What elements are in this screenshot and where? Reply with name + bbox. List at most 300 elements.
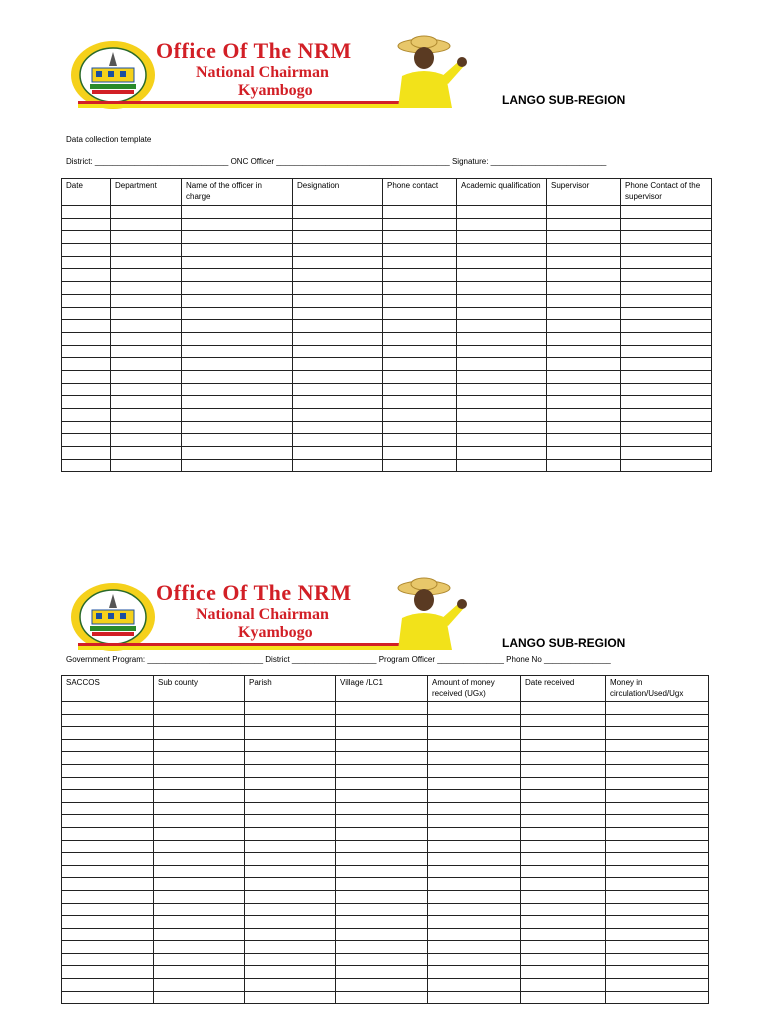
empty-cell[interactable] bbox=[457, 218, 547, 231]
empty-cell[interactable] bbox=[428, 903, 521, 916]
empty-cell[interactable] bbox=[521, 916, 606, 929]
empty-cell[interactable] bbox=[245, 853, 336, 866]
empty-cell[interactable] bbox=[621, 282, 712, 295]
empty-cell[interactable] bbox=[428, 815, 521, 828]
empty-cell[interactable] bbox=[182, 256, 293, 269]
empty-cell[interactable] bbox=[154, 979, 245, 992]
empty-cell[interactable] bbox=[606, 840, 709, 853]
empty-cell[interactable] bbox=[457, 332, 547, 345]
empty-cell[interactable] bbox=[62, 815, 154, 828]
empty-cell[interactable] bbox=[383, 332, 457, 345]
empty-cell[interactable] bbox=[182, 370, 293, 383]
empty-cell[interactable] bbox=[621, 269, 712, 282]
empty-cell[interactable] bbox=[245, 916, 336, 929]
empty-cell[interactable] bbox=[521, 903, 606, 916]
empty-cell[interactable] bbox=[547, 231, 621, 244]
empty-cell[interactable] bbox=[383, 256, 457, 269]
empty-cell[interactable] bbox=[336, 802, 428, 815]
empty-cell[interactable] bbox=[621, 383, 712, 396]
empty-cell[interactable] bbox=[521, 727, 606, 740]
empty-cell[interactable] bbox=[182, 459, 293, 472]
empty-cell[interactable] bbox=[606, 941, 709, 954]
empty-cell[interactable] bbox=[547, 409, 621, 422]
empty-cell[interactable] bbox=[521, 702, 606, 715]
empty-cell[interactable] bbox=[336, 827, 428, 840]
empty-cell[interactable] bbox=[62, 928, 154, 941]
empty-cell[interactable] bbox=[428, 840, 521, 853]
empty-cell[interactable] bbox=[428, 941, 521, 954]
empty-cell[interactable] bbox=[154, 815, 245, 828]
empty-cell[interactable] bbox=[621, 345, 712, 358]
empty-cell[interactable] bbox=[606, 878, 709, 891]
empty-cell[interactable] bbox=[457, 421, 547, 434]
empty-cell[interactable] bbox=[182, 383, 293, 396]
empty-cell[interactable] bbox=[62, 890, 154, 903]
empty-cell[interactable] bbox=[245, 827, 336, 840]
empty-cell[interactable] bbox=[606, 928, 709, 941]
empty-cell[interactable] bbox=[154, 802, 245, 815]
empty-cell[interactable] bbox=[336, 941, 428, 954]
empty-cell[interactable] bbox=[383, 231, 457, 244]
empty-cell[interactable] bbox=[606, 777, 709, 790]
empty-cell[interactable] bbox=[293, 434, 383, 447]
empty-cell[interactable] bbox=[182, 434, 293, 447]
empty-cell[interactable] bbox=[457, 447, 547, 460]
empty-cell[interactable] bbox=[606, 727, 709, 740]
empty-cell[interactable] bbox=[621, 434, 712, 447]
empty-cell[interactable] bbox=[293, 358, 383, 371]
empty-cell[interactable] bbox=[154, 764, 245, 777]
empty-cell[interactable] bbox=[606, 865, 709, 878]
empty-cell[interactable] bbox=[457, 409, 547, 422]
empty-cell[interactable] bbox=[547, 459, 621, 472]
empty-cell[interactable] bbox=[457, 206, 547, 219]
empty-cell[interactable] bbox=[245, 790, 336, 803]
empty-cell[interactable] bbox=[154, 953, 245, 966]
empty-cell[interactable] bbox=[182, 345, 293, 358]
empty-cell[interactable] bbox=[521, 827, 606, 840]
empty-cell[interactable] bbox=[521, 953, 606, 966]
empty-cell[interactable] bbox=[383, 434, 457, 447]
empty-cell[interactable] bbox=[293, 396, 383, 409]
empty-cell[interactable] bbox=[521, 991, 606, 1004]
empty-cell[interactable] bbox=[428, 727, 521, 740]
empty-cell[interactable] bbox=[182, 358, 293, 371]
empty-cell[interactable] bbox=[62, 941, 154, 954]
empty-cell[interactable] bbox=[383, 282, 457, 295]
empty-cell[interactable] bbox=[62, 840, 154, 853]
empty-cell[interactable] bbox=[621, 421, 712, 434]
empty-cell[interactable] bbox=[111, 256, 182, 269]
empty-cell[interactable] bbox=[182, 282, 293, 295]
empty-cell[interactable] bbox=[182, 409, 293, 422]
empty-cell[interactable] bbox=[245, 815, 336, 828]
empty-cell[interactable] bbox=[154, 903, 245, 916]
empty-cell[interactable] bbox=[547, 282, 621, 295]
empty-cell[interactable] bbox=[111, 459, 182, 472]
empty-cell[interactable] bbox=[547, 358, 621, 371]
empty-cell[interactable] bbox=[111, 396, 182, 409]
empty-cell[interactable] bbox=[383, 307, 457, 320]
empty-cell[interactable] bbox=[547, 396, 621, 409]
empty-cell[interactable] bbox=[428, 802, 521, 815]
empty-cell[interactable] bbox=[293, 231, 383, 244]
empty-cell[interactable] bbox=[336, 953, 428, 966]
empty-cell[interactable] bbox=[428, 991, 521, 1004]
empty-cell[interactable] bbox=[621, 332, 712, 345]
empty-cell[interactable] bbox=[547, 256, 621, 269]
empty-cell[interactable] bbox=[111, 244, 182, 257]
empty-cell[interactable] bbox=[293, 282, 383, 295]
empty-cell[interactable] bbox=[111, 383, 182, 396]
empty-cell[interactable] bbox=[457, 434, 547, 447]
empty-cell[interactable] bbox=[336, 815, 428, 828]
empty-cell[interactable] bbox=[293, 459, 383, 472]
empty-cell[interactable] bbox=[62, 294, 111, 307]
empty-cell[interactable] bbox=[245, 979, 336, 992]
empty-cell[interactable] bbox=[245, 714, 336, 727]
empty-cell[interactable] bbox=[383, 345, 457, 358]
empty-cell[interactable] bbox=[521, 878, 606, 891]
empty-cell[interactable] bbox=[457, 383, 547, 396]
empty-cell[interactable] bbox=[428, 979, 521, 992]
empty-cell[interactable] bbox=[521, 777, 606, 790]
empty-cell[interactable] bbox=[621, 396, 712, 409]
empty-cell[interactable] bbox=[154, 991, 245, 1004]
empty-cell[interactable] bbox=[62, 878, 154, 891]
empty-cell[interactable] bbox=[245, 903, 336, 916]
empty-cell[interactable] bbox=[383, 218, 457, 231]
empty-cell[interactable] bbox=[182, 269, 293, 282]
empty-cell[interactable] bbox=[336, 752, 428, 765]
empty-cell[interactable] bbox=[245, 764, 336, 777]
empty-cell[interactable] bbox=[62, 370, 111, 383]
empty-cell[interactable] bbox=[428, 714, 521, 727]
empty-cell[interactable] bbox=[245, 777, 336, 790]
empty-cell[interactable] bbox=[621, 256, 712, 269]
empty-cell[interactable] bbox=[62, 396, 111, 409]
empty-cell[interactable] bbox=[293, 218, 383, 231]
empty-cell[interactable] bbox=[428, 752, 521, 765]
empty-cell[interactable] bbox=[457, 358, 547, 371]
empty-cell[interactable] bbox=[521, 790, 606, 803]
empty-cell[interactable] bbox=[547, 421, 621, 434]
empty-cell[interactable] bbox=[383, 206, 457, 219]
empty-cell[interactable] bbox=[154, 827, 245, 840]
empty-cell[interactable] bbox=[606, 702, 709, 715]
empty-cell[interactable] bbox=[521, 840, 606, 853]
empty-cell[interactable] bbox=[383, 409, 457, 422]
empty-cell[interactable] bbox=[154, 702, 245, 715]
empty-cell[interactable] bbox=[383, 421, 457, 434]
empty-cell[interactable] bbox=[62, 345, 111, 358]
empty-cell[interactable] bbox=[606, 966, 709, 979]
empty-cell[interactable] bbox=[547, 269, 621, 282]
empty-cell[interactable] bbox=[62, 991, 154, 1004]
empty-cell[interactable] bbox=[521, 979, 606, 992]
empty-cell[interactable] bbox=[428, 702, 521, 715]
empty-cell[interactable] bbox=[606, 916, 709, 929]
empty-cell[interactable] bbox=[154, 966, 245, 979]
empty-cell[interactable] bbox=[547, 332, 621, 345]
empty-cell[interactable] bbox=[606, 815, 709, 828]
empty-cell[interactable] bbox=[154, 714, 245, 727]
empty-cell[interactable] bbox=[154, 727, 245, 740]
empty-cell[interactable] bbox=[621, 320, 712, 333]
empty-cell[interactable] bbox=[154, 890, 245, 903]
empty-cell[interactable] bbox=[62, 421, 111, 434]
empty-cell[interactable] bbox=[457, 307, 547, 320]
empty-cell[interactable] bbox=[62, 256, 111, 269]
empty-cell[interactable] bbox=[336, 777, 428, 790]
empty-cell[interactable] bbox=[428, 790, 521, 803]
empty-cell[interactable] bbox=[521, 815, 606, 828]
empty-cell[interactable] bbox=[293, 421, 383, 434]
empty-cell[interactable] bbox=[245, 966, 336, 979]
empty-cell[interactable] bbox=[154, 878, 245, 891]
empty-cell[interactable] bbox=[62, 434, 111, 447]
empty-cell[interactable] bbox=[428, 853, 521, 866]
empty-cell[interactable] bbox=[245, 878, 336, 891]
empty-cell[interactable] bbox=[606, 979, 709, 992]
empty-cell[interactable] bbox=[182, 332, 293, 345]
empty-cell[interactable] bbox=[336, 865, 428, 878]
empty-cell[interactable] bbox=[182, 421, 293, 434]
empty-cell[interactable] bbox=[62, 231, 111, 244]
empty-cell[interactable] bbox=[182, 320, 293, 333]
empty-cell[interactable] bbox=[62, 979, 154, 992]
empty-cell[interactable] bbox=[606, 752, 709, 765]
empty-cell[interactable] bbox=[293, 307, 383, 320]
empty-cell[interactable] bbox=[62, 865, 154, 878]
empty-cell[interactable] bbox=[547, 345, 621, 358]
empty-cell[interactable] bbox=[154, 865, 245, 878]
empty-cell[interactable] bbox=[293, 370, 383, 383]
empty-cell[interactable] bbox=[606, 853, 709, 866]
empty-cell[interactable] bbox=[336, 739, 428, 752]
empty-cell[interactable] bbox=[182, 396, 293, 409]
empty-cell[interactable] bbox=[457, 244, 547, 257]
empty-cell[interactable] bbox=[336, 890, 428, 903]
empty-cell[interactable] bbox=[111, 320, 182, 333]
empty-cell[interactable] bbox=[293, 345, 383, 358]
empty-cell[interactable] bbox=[62, 332, 111, 345]
empty-cell[interactable] bbox=[606, 903, 709, 916]
empty-cell[interactable] bbox=[154, 928, 245, 941]
empty-cell[interactable] bbox=[606, 739, 709, 752]
empty-cell[interactable] bbox=[521, 966, 606, 979]
empty-cell[interactable] bbox=[62, 714, 154, 727]
empty-cell[interactable] bbox=[336, 966, 428, 979]
empty-cell[interactable] bbox=[293, 256, 383, 269]
empty-cell[interactable] bbox=[336, 991, 428, 1004]
empty-cell[interactable] bbox=[62, 777, 154, 790]
empty-cell[interactable] bbox=[62, 739, 154, 752]
empty-cell[interactable] bbox=[521, 941, 606, 954]
empty-cell[interactable] bbox=[383, 396, 457, 409]
empty-cell[interactable] bbox=[383, 459, 457, 472]
empty-cell[interactable] bbox=[293, 332, 383, 345]
empty-cell[interactable] bbox=[547, 307, 621, 320]
empty-cell[interactable] bbox=[111, 421, 182, 434]
empty-cell[interactable] bbox=[621, 409, 712, 422]
empty-cell[interactable] bbox=[336, 764, 428, 777]
empty-cell[interactable] bbox=[111, 231, 182, 244]
empty-cell[interactable] bbox=[606, 890, 709, 903]
empty-cell[interactable] bbox=[62, 282, 111, 295]
empty-cell[interactable] bbox=[383, 320, 457, 333]
empty-cell[interactable] bbox=[62, 752, 154, 765]
empty-cell[interactable] bbox=[62, 206, 111, 219]
empty-cell[interactable] bbox=[62, 727, 154, 740]
empty-cell[interactable] bbox=[521, 865, 606, 878]
empty-cell[interactable] bbox=[62, 244, 111, 257]
empty-cell[interactable] bbox=[457, 396, 547, 409]
empty-cell[interactable] bbox=[383, 358, 457, 371]
empty-cell[interactable] bbox=[111, 345, 182, 358]
empty-cell[interactable] bbox=[457, 294, 547, 307]
empty-cell[interactable] bbox=[245, 865, 336, 878]
empty-cell[interactable] bbox=[457, 345, 547, 358]
empty-cell[interactable] bbox=[521, 739, 606, 752]
empty-cell[interactable] bbox=[606, 764, 709, 777]
empty-cell[interactable] bbox=[62, 358, 111, 371]
empty-cell[interactable] bbox=[336, 928, 428, 941]
empty-cell[interactable] bbox=[154, 941, 245, 954]
empty-cell[interactable] bbox=[62, 790, 154, 803]
empty-cell[interactable] bbox=[336, 702, 428, 715]
empty-cell[interactable] bbox=[547, 447, 621, 460]
empty-cell[interactable] bbox=[111, 358, 182, 371]
empty-cell[interactable] bbox=[293, 409, 383, 422]
empty-cell[interactable] bbox=[154, 739, 245, 752]
empty-cell[interactable] bbox=[621, 244, 712, 257]
empty-cell[interactable] bbox=[245, 991, 336, 1004]
empty-cell[interactable] bbox=[336, 878, 428, 891]
empty-cell[interactable] bbox=[182, 244, 293, 257]
empty-cell[interactable] bbox=[428, 890, 521, 903]
empty-cell[interactable] bbox=[182, 206, 293, 219]
empty-cell[interactable] bbox=[521, 714, 606, 727]
empty-cell[interactable] bbox=[621, 294, 712, 307]
empty-cell[interactable] bbox=[62, 802, 154, 815]
empty-cell[interactable] bbox=[336, 853, 428, 866]
empty-cell[interactable] bbox=[245, 702, 336, 715]
empty-cell[interactable] bbox=[428, 764, 521, 777]
empty-cell[interactable] bbox=[606, 790, 709, 803]
empty-cell[interactable] bbox=[62, 702, 154, 715]
empty-cell[interactable] bbox=[293, 244, 383, 257]
empty-cell[interactable] bbox=[336, 727, 428, 740]
empty-cell[interactable] bbox=[62, 307, 111, 320]
empty-cell[interactable] bbox=[62, 447, 111, 460]
empty-cell[interactable] bbox=[245, 890, 336, 903]
empty-cell[interactable] bbox=[62, 320, 111, 333]
empty-cell[interactable] bbox=[293, 206, 383, 219]
empty-cell[interactable] bbox=[62, 459, 111, 472]
empty-cell[interactable] bbox=[383, 447, 457, 460]
empty-cell[interactable] bbox=[428, 966, 521, 979]
empty-cell[interactable] bbox=[383, 383, 457, 396]
empty-cell[interactable] bbox=[62, 764, 154, 777]
empty-cell[interactable] bbox=[606, 953, 709, 966]
empty-cell[interactable] bbox=[111, 447, 182, 460]
empty-cell[interactable] bbox=[182, 294, 293, 307]
empty-cell[interactable] bbox=[245, 752, 336, 765]
empty-cell[interactable] bbox=[62, 853, 154, 866]
empty-cell[interactable] bbox=[245, 928, 336, 941]
empty-cell[interactable] bbox=[336, 916, 428, 929]
empty-cell[interactable] bbox=[521, 890, 606, 903]
empty-cell[interactable] bbox=[111, 409, 182, 422]
empty-cell[interactable] bbox=[62, 218, 111, 231]
empty-cell[interactable] bbox=[62, 409, 111, 422]
empty-cell[interactable] bbox=[336, 790, 428, 803]
empty-cell[interactable] bbox=[428, 953, 521, 966]
empty-cell[interactable] bbox=[336, 840, 428, 853]
empty-cell[interactable] bbox=[62, 827, 154, 840]
empty-cell[interactable] bbox=[111, 218, 182, 231]
empty-cell[interactable] bbox=[621, 218, 712, 231]
empty-cell[interactable] bbox=[245, 941, 336, 954]
empty-cell[interactable] bbox=[336, 979, 428, 992]
empty-cell[interactable] bbox=[293, 447, 383, 460]
empty-cell[interactable] bbox=[154, 853, 245, 866]
empty-cell[interactable] bbox=[621, 206, 712, 219]
empty-cell[interactable] bbox=[428, 916, 521, 929]
empty-cell[interactable] bbox=[457, 269, 547, 282]
empty-cell[interactable] bbox=[336, 903, 428, 916]
empty-cell[interactable] bbox=[383, 294, 457, 307]
empty-cell[interactable] bbox=[457, 459, 547, 472]
empty-cell[interactable] bbox=[621, 447, 712, 460]
empty-cell[interactable] bbox=[245, 727, 336, 740]
empty-cell[interactable] bbox=[182, 218, 293, 231]
empty-cell[interactable] bbox=[547, 294, 621, 307]
empty-cell[interactable] bbox=[457, 282, 547, 295]
empty-cell[interactable] bbox=[111, 206, 182, 219]
empty-cell[interactable] bbox=[547, 320, 621, 333]
empty-cell[interactable] bbox=[293, 269, 383, 282]
empty-cell[interactable] bbox=[111, 307, 182, 320]
empty-cell[interactable] bbox=[621, 370, 712, 383]
empty-cell[interactable] bbox=[182, 447, 293, 460]
empty-cell[interactable] bbox=[621, 358, 712, 371]
empty-cell[interactable] bbox=[383, 244, 457, 257]
empty-cell[interactable] bbox=[111, 269, 182, 282]
empty-cell[interactable] bbox=[383, 370, 457, 383]
empty-cell[interactable] bbox=[154, 777, 245, 790]
empty-cell[interactable] bbox=[547, 383, 621, 396]
empty-cell[interactable] bbox=[428, 827, 521, 840]
empty-cell[interactable] bbox=[182, 231, 293, 244]
empty-cell[interactable] bbox=[62, 966, 154, 979]
empty-cell[interactable] bbox=[457, 320, 547, 333]
empty-cell[interactable] bbox=[547, 218, 621, 231]
empty-cell[interactable] bbox=[606, 827, 709, 840]
empty-cell[interactable] bbox=[547, 434, 621, 447]
empty-cell[interactable] bbox=[457, 370, 547, 383]
empty-cell[interactable] bbox=[111, 434, 182, 447]
empty-cell[interactable] bbox=[547, 206, 621, 219]
empty-cell[interactable] bbox=[336, 714, 428, 727]
empty-cell[interactable] bbox=[154, 752, 245, 765]
empty-cell[interactable] bbox=[245, 802, 336, 815]
empty-cell[interactable] bbox=[62, 916, 154, 929]
empty-cell[interactable] bbox=[521, 853, 606, 866]
empty-cell[interactable] bbox=[621, 307, 712, 320]
empty-cell[interactable] bbox=[428, 777, 521, 790]
